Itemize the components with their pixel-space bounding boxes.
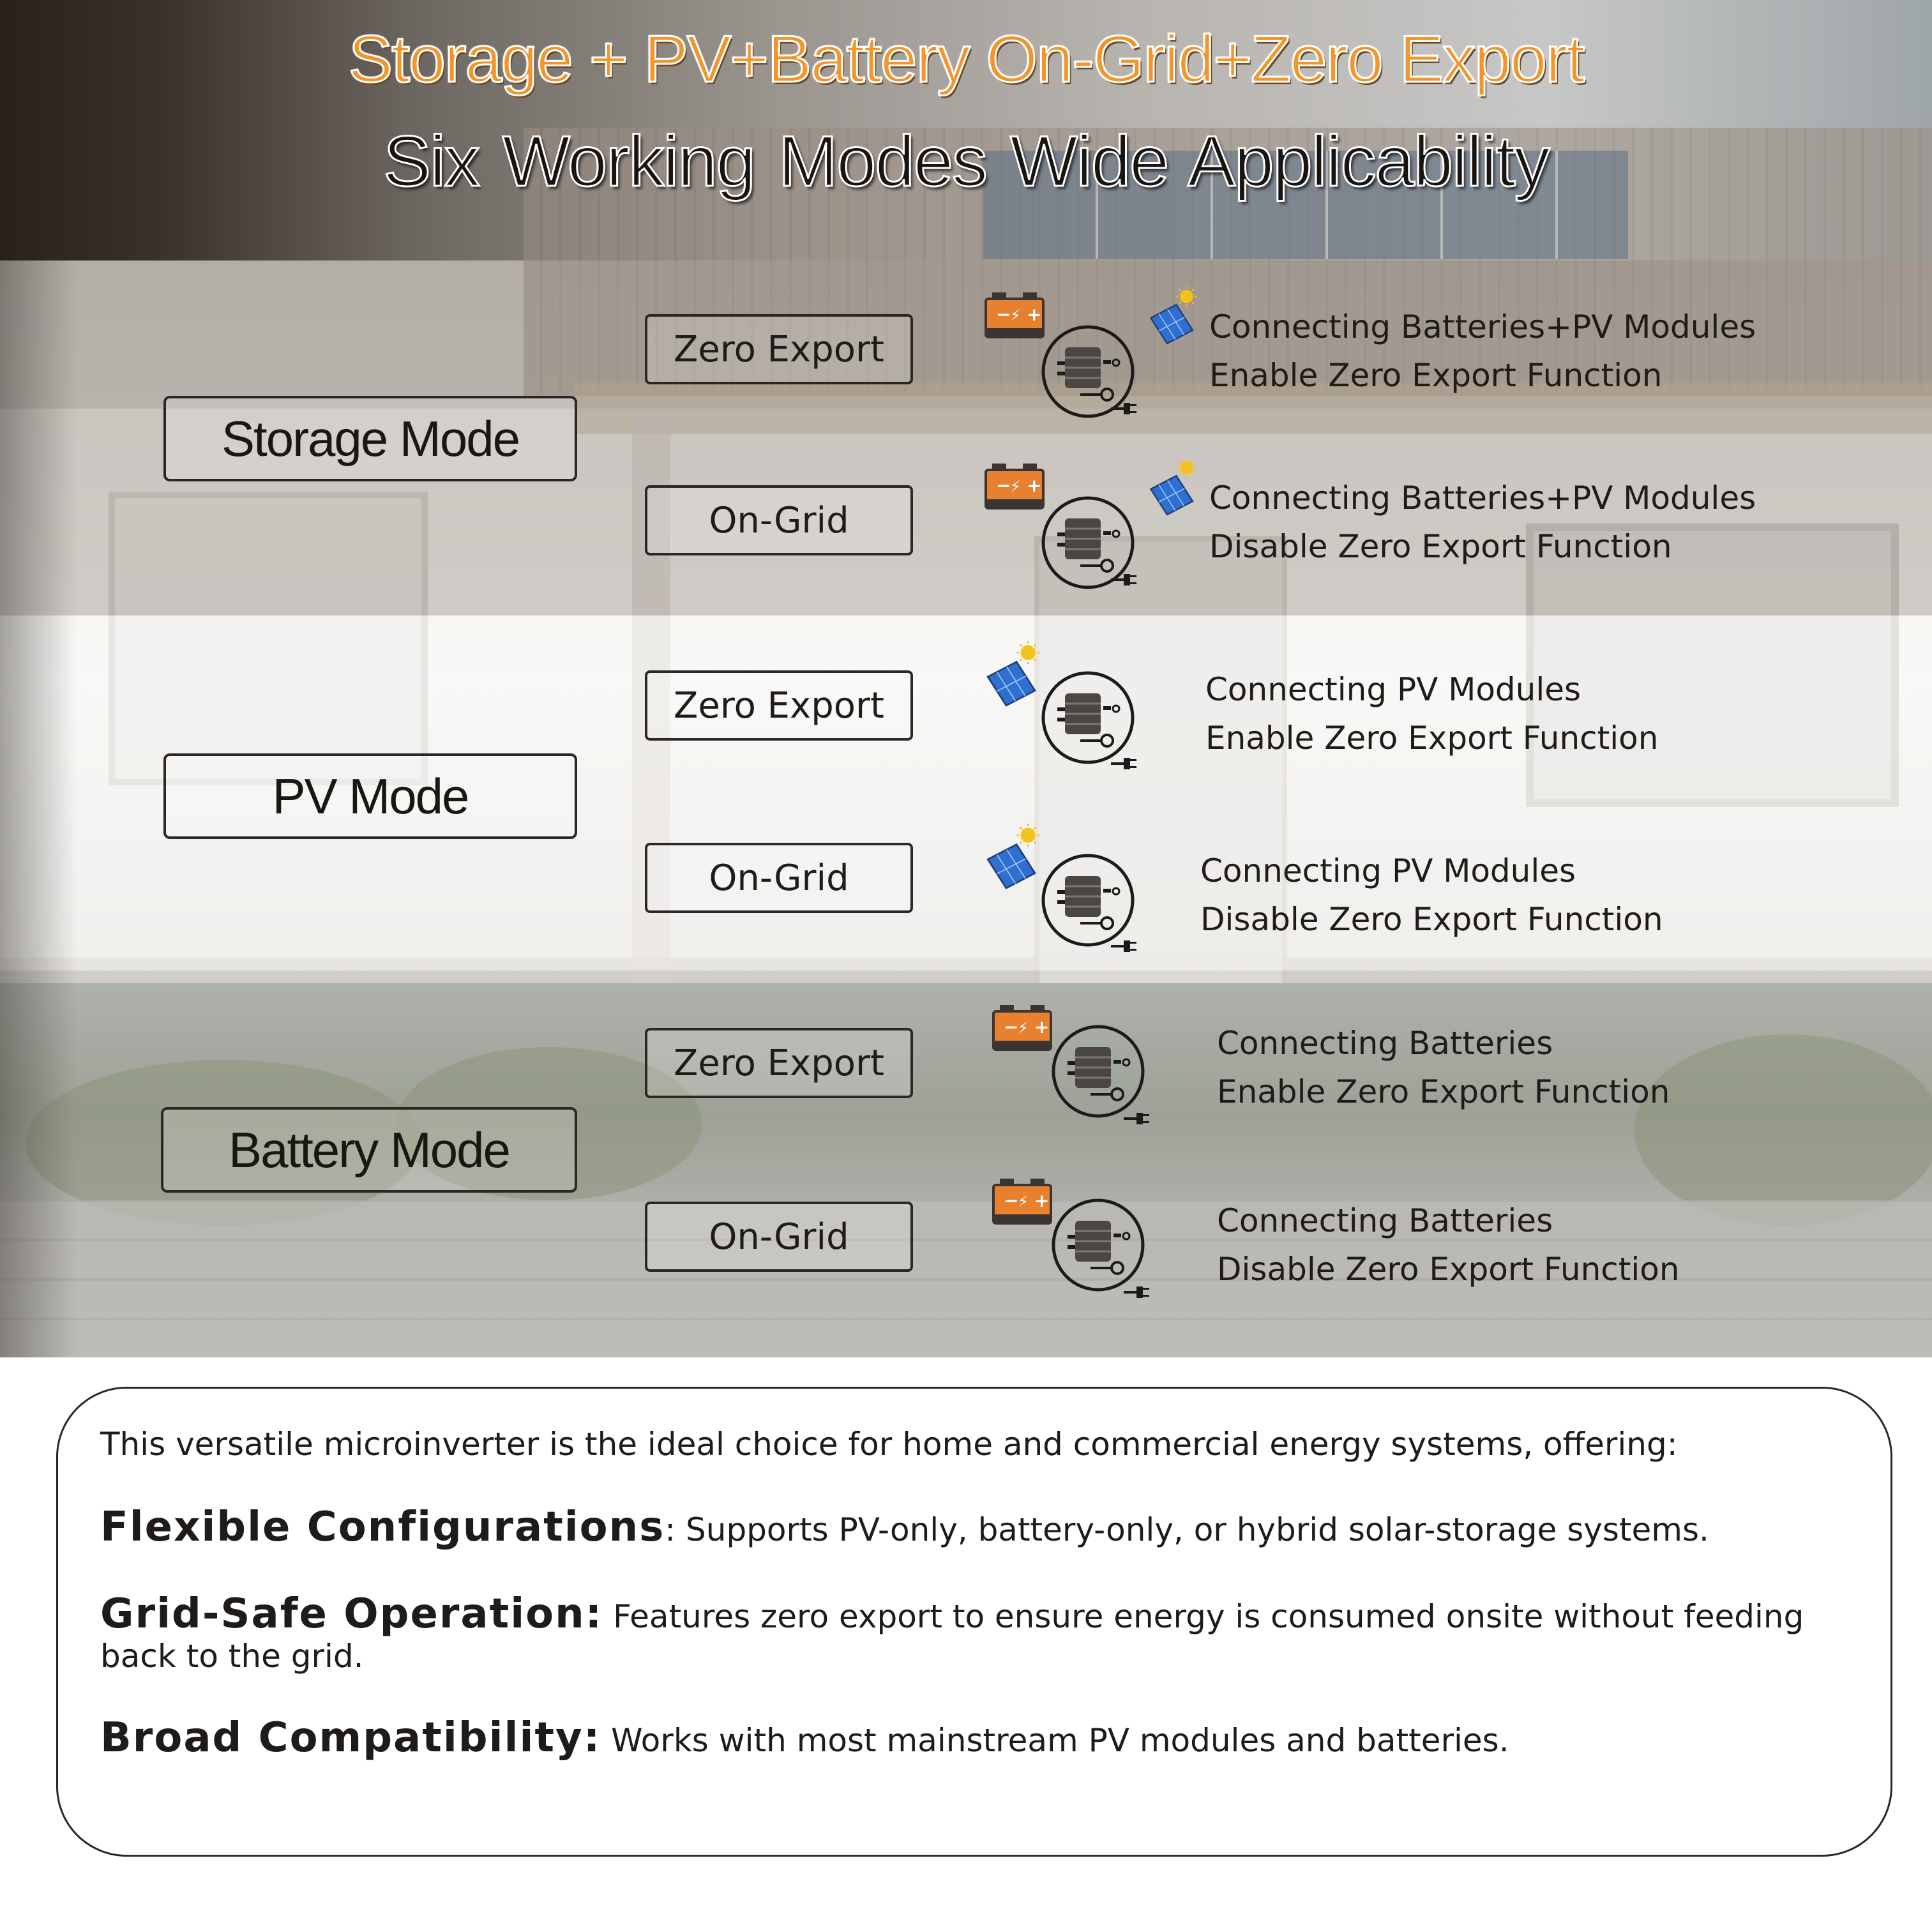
description-line: Disable Zero Export Function <box>1209 528 1672 565</box>
description-line: Connecting Batteries <box>1217 1202 1553 1239</box>
feature-flexible-configurations <box>100 1504 1862 1551</box>
description-line: Enable Zero Export Function <box>1209 357 1663 394</box>
pv-on-grid-description <box>1200 847 1663 944</box>
pv-mode-box[interactable] <box>163 753 577 839</box>
option-label: On-Grid <box>709 857 849 899</box>
description-line: Disable Zero Export Function <box>1200 901 1663 938</box>
microinverter-icon <box>1043 498 1133 587</box>
battery-mode-box[interactable] <box>161 1107 577 1193</box>
description-line: Enable Zero Export Function <box>1217 1073 1670 1110</box>
info-intro: This versatile microinverter is the ideal choice for home and commercial energy systems, offering: <box>100 1426 1678 1463</box>
plug-icon <box>1111 403 1136 414</box>
option-label: Zero Export <box>674 328 884 370</box>
pv-panel-icon <box>988 824 1039 888</box>
feature-title: Flexible Configurations <box>100 1504 665 1551</box>
battery-on-grid-description <box>1217 1196 1680 1294</box>
battery-mode-label: Battery Mode <box>229 1121 509 1178</box>
microinverter-icon <box>1043 856 1133 945</box>
left-shade <box>0 260 77 1357</box>
info-panel <box>56 1387 1892 1857</box>
title-line-2: Six Working Modes Wide Applicability <box>383 121 1549 201</box>
feature-text: Features zero export to ensure energy is consumed onsite without feeding back to the grid. <box>100 1598 1804 1675</box>
storage-zero-export-description <box>1209 303 1756 400</box>
battery-zero-export-diagram <box>990 1000 1200 1128</box>
battery-icon <box>993 1005 1051 1050</box>
description-line: Connecting Batteries+PV Modules <box>1209 479 1756 517</box>
storage-zero-export-option[interactable] <box>645 314 913 384</box>
description-line: Enable Zero Export Function <box>1205 720 1659 757</box>
feature-title: Grid-Safe Operation: <box>100 1590 603 1638</box>
description-line: Connecting PV Modules <box>1200 852 1576 889</box>
pv-mode-label: PV Mode <box>272 767 469 824</box>
storage-on-grid-description <box>1209 474 1756 571</box>
storage-on-grid-diagram <box>983 458 1200 592</box>
battery-icon <box>986 464 1043 508</box>
feature-title: Broad Compatibility: <box>100 1714 601 1762</box>
plug-icon <box>1124 1113 1149 1124</box>
storage-mode-box[interactable] <box>163 396 577 481</box>
option-label: On-Grid <box>709 1216 849 1258</box>
pv-on-grid-diagram <box>983 819 1200 959</box>
battery-zero-export-option[interactable] <box>645 1028 913 1098</box>
pv-zero-export-option[interactable] <box>645 670 913 741</box>
feature-text: : Supports PV-only, battery-only, or hybrid solar-storage systems. <box>665 1511 1709 1548</box>
title-line-1: Storage + PV+Battery On-Grid+Zero Export <box>348 22 1584 96</box>
feature-grid-safe-operation <box>100 1590 1862 1676</box>
pv-zero-export-diagram <box>983 636 1200 776</box>
option-label: Zero Export <box>674 684 884 727</box>
description-line: Disable Zero Export Function <box>1217 1251 1680 1288</box>
storage-zero-export-diagram <box>983 287 1200 421</box>
plug-icon <box>1124 1287 1149 1298</box>
plug-icon <box>1111 758 1136 769</box>
pv-panel-icon <box>988 641 1039 706</box>
pv-zero-export-description <box>1205 665 1658 762</box>
microinverter-icon <box>1043 327 1133 416</box>
battery-icon <box>993 1179 1051 1223</box>
description-line: Connecting Batteries <box>1217 1025 1553 1062</box>
pv-panel-icon <box>1151 458 1196 515</box>
battery-on-grid-option[interactable] <box>645 1202 913 1272</box>
feature-broad-compatibility <box>100 1714 1862 1762</box>
microinverter-icon <box>1053 1200 1143 1290</box>
battery-on-grid-diagram <box>990 1174 1200 1301</box>
option-label: Zero Export <box>674 1042 884 1084</box>
description-line: Connecting Batteries+PV Modules <box>1209 308 1756 345</box>
plug-icon <box>1111 940 1136 952</box>
pv-panel-icon <box>1151 287 1196 343</box>
storage-mode-label: Storage Mode <box>222 410 519 467</box>
feature-text: Works with most mainstream PV modules and batteries. <box>601 1722 1509 1759</box>
battery-zero-export-description <box>1217 1019 1670 1116</box>
microinverter-icon <box>1043 673 1133 762</box>
plug-icon <box>1111 574 1136 585</box>
storage-on-grid-option[interactable] <box>645 485 913 555</box>
option-label: On-Grid <box>709 499 849 541</box>
description-line: Connecting PV Modules <box>1205 671 1581 708</box>
microinverter-icon <box>1053 1027 1143 1116</box>
pv-on-grid-option[interactable] <box>645 843 913 913</box>
battery-icon <box>986 292 1043 337</box>
